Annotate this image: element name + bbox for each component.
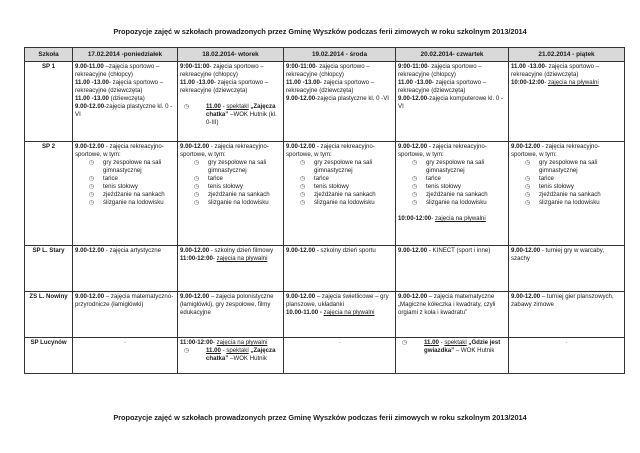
activity: - szkolny dzień filmowy [209, 247, 274, 254]
schedule-table [24, 47, 625, 374]
clock-icon: ◷ [194, 192, 200, 198]
cell-sp2-thu [396, 142, 509, 246]
time: 11:00-12:00 [180, 255, 213, 262]
time: 9.00-12.00 [75, 143, 105, 150]
event-venue: –WOK Hutnik [228, 355, 267, 362]
clock-icon: ◷ [89, 184, 95, 190]
cell-spls-thu [396, 246, 509, 292]
list-item-label: tańce [208, 175, 223, 182]
time: 9.00-12.00 [398, 95, 428, 102]
time: 9.00-12.00 [398, 247, 428, 254]
time: 9:00-11:00 [180, 63, 210, 70]
list-item [525, 175, 622, 183]
extra-activity [398, 215, 506, 223]
activity: - zajęcia rekreacyjno-sportowe, w tym: [75, 143, 164, 158]
clock-icon: ◷ [89, 160, 95, 166]
time: 9.00-12.00 [180, 247, 210, 254]
list-item [89, 183, 175, 191]
list-item-label: tenis stołowy [103, 183, 138, 190]
cell-sp1-wed [284, 62, 396, 142]
time: 9.00-12.00 [511, 143, 541, 150]
activity: - zajęcia sportowo – rekreacyjne (chłopcy) [398, 63, 482, 78]
time: 9.00-12.00 [180, 143, 210, 150]
clock-icon: ◷ [89, 192, 95, 198]
event-kind: spektakl [226, 103, 249, 110]
clock-icon: ◷ [184, 104, 190, 110]
activity: -zajęcia plastyczne kl. 0 -VI [315, 95, 389, 102]
time: 9.00-12.00 [180, 293, 210, 300]
clock-icon: ◷ [525, 192, 531, 198]
separator: - [220, 347, 227, 354]
time: 10:00-12:00 [511, 79, 545, 86]
activity: - szkolny dzień sportu [315, 247, 376, 254]
cell-sp2-tue [178, 142, 284, 246]
clock-icon: ◷ [300, 176, 306, 182]
activity-list [75, 159, 175, 207]
list-item [412, 175, 506, 183]
separator: - [220, 103, 227, 110]
clock-icon: ◷ [412, 192, 418, 198]
clock-icon: ◷ [194, 200, 200, 206]
clock-icon: ◷ [300, 160, 306, 166]
time: 9.00-12.00 [286, 293, 316, 300]
list-item-label: tenis stołowy [539, 183, 574, 190]
event-title: „Zajęcza chatka” [206, 103, 276, 118]
pool-link: zajęcia na pływalni [216, 255, 268, 262]
list-item-label: ślizganie na lodowisku [103, 199, 164, 206]
cell-spl-fri [509, 338, 625, 374]
cell-zsln-wed [284, 292, 396, 338]
time: 9.00-12.00 [511, 293, 541, 300]
time: 9.00-12.00 [286, 143, 316, 150]
list-item [525, 199, 622, 207]
event-title: „Zajęcza chatka” [206, 347, 276, 362]
time: 10.00-11.00 - [286, 309, 322, 316]
activity-list [180, 159, 281, 207]
clock-icon: ◷ [300, 200, 306, 206]
page-title: Propozycje zajęć w szkołach prowadzonych przez Gminę Wyszków podczas ferii zimowych w roku szkolnym 2013/2014 [113, 27, 527, 36]
time: 9:00-11:00 [398, 63, 428, 70]
cell-zsln-fri [509, 292, 625, 338]
list-item [300, 199, 393, 207]
list-item [300, 175, 393, 183]
list-item-label: ślizganie na lodowisku [426, 199, 487, 206]
header-day-thu: 20.02.2014- czwartek [396, 48, 509, 62]
time: 11.00 -13.00 [180, 79, 214, 86]
activity: (dziewczęta) [108, 95, 145, 102]
list-item [300, 183, 393, 191]
cell-spl-thu [396, 338, 509, 374]
list-item-label: tańce [103, 175, 118, 182]
activity: - zajęcia sportowo – rekreacyjne (chłopcy) [180, 63, 264, 78]
list-item-label: gry zespołowe na sali gimnastycznej [314, 159, 373, 174]
list-item [89, 175, 175, 183]
list-item-label: tańce [539, 175, 554, 182]
table-row-sp-lucynow [25, 338, 625, 374]
list-item-label: tenis stołowy [314, 183, 349, 190]
event-item [180, 103, 281, 127]
table-row-zs-l-nowiny [25, 292, 625, 338]
clock-icon: ◷ [300, 184, 306, 190]
cell-spls-fri [509, 246, 625, 292]
time: 9:00-11:00 [286, 63, 316, 70]
school-name: SP L. Stary [25, 246, 73, 292]
pool-link: zajęcia na pływalni [434, 215, 486, 222]
header-day-tue: 18.02.2014- wtorek [178, 48, 284, 62]
list-item-label: ślizganie na lodowisku [314, 199, 375, 206]
list-item-label: zjeżdżanie na sankach [426, 191, 488, 198]
clock-icon: ◷ [89, 176, 95, 182]
activity: - turniej gry w warcaby, szachy [511, 247, 605, 262]
event-venue: –WOK Hutnik (kl. 0-III) [206, 111, 277, 126]
time: 11.00 -13.00 [75, 79, 109, 86]
header-school: Szkoła [25, 48, 73, 62]
list-item [300, 191, 393, 199]
list-item-label: zjeżdżanie na sankach [314, 191, 376, 198]
separator: - [212, 339, 217, 346]
list-item [412, 199, 506, 207]
list-item [194, 191, 281, 199]
list-item-label: gry zespołowe na sali gimnastycznej [426, 159, 485, 174]
list-item [89, 199, 175, 207]
separator: - [212, 255, 217, 262]
pool-link: zajęcia na pływalni [323, 309, 375, 316]
list-item-label: zjeżdżanie na sankach [103, 191, 165, 198]
list-item [412, 183, 506, 191]
empty-marker: - [565, 339, 568, 346]
separator: - [544, 79, 548, 86]
list-item [89, 191, 175, 199]
clock-icon: ◷ [194, 176, 200, 182]
time: 11.00 -13.00 [286, 79, 320, 86]
cell-sp2-wed [284, 142, 396, 246]
cell-sp1-thu [396, 62, 509, 142]
list-item [412, 159, 506, 175]
clock-icon: ◷ [412, 184, 418, 190]
list-item [194, 183, 281, 191]
event-venue: – WOK Hutnik [454, 347, 495, 354]
clock-icon: ◷ [194, 160, 200, 166]
footer-title: Propozycje zajęć w szkołach prowadzonych przez Gminę Wyszków podczas ferii zimowych w roku szkolnym 2013/2014 [113, 413, 527, 422]
list-item-label: tańce [426, 175, 441, 182]
header-day-wed: 19.02.2014 - środa [284, 48, 396, 62]
event-kind: spektakl [226, 347, 249, 354]
table-row-sp1 [25, 62, 625, 142]
time: 9.00-11.00 [75, 63, 104, 70]
event-time: 11.00 [206, 103, 221, 110]
cell-sp2-fri [509, 142, 625, 246]
event-title: „Gdzie jest gwiazdka” [424, 339, 501, 354]
activity: – turniej gier planszowych, zabawy zimowe [511, 293, 614, 308]
activity: – zajęcia polonistyczne (łamigłówki), gry zespołowe, filmy edukacyjne [180, 293, 274, 316]
list-item [525, 191, 622, 199]
activity-list [398, 159, 506, 207]
list-item-label: ślizganie na lodowisku [208, 199, 269, 206]
cell-zsln-mon [73, 292, 178, 338]
time: 11.00 -13.00 [511, 63, 545, 70]
activity-list [511, 159, 622, 207]
cell-sp2-mon [73, 142, 178, 246]
pool-link: zajęcia na pływalni [547, 79, 599, 86]
empty-marker: - [338, 339, 341, 346]
list-item [194, 175, 281, 183]
clock-icon: ◷ [194, 184, 200, 190]
cell-spl-mon [73, 338, 178, 374]
activity: - zajęcia rekreacyjno-sportowe, w tym: [511, 143, 600, 158]
activity: – zajęcia matematyczno-przyrodnicze (łamigłówki) [75, 293, 174, 308]
clock-icon: ◷ [525, 160, 531, 166]
activity: - zajęcia rekreacyjno-sportowe, w tym: [398, 143, 487, 158]
event-time: 11.00 [206, 347, 221, 354]
list-item [412, 191, 506, 199]
clock-icon: ◷ [184, 348, 190, 354]
event-item [398, 339, 506, 355]
list-item [525, 159, 622, 175]
clock-icon: ◷ [89, 200, 95, 206]
cell-sp1-fri [509, 62, 625, 142]
pool-link: zajęcia na pływalni [216, 339, 268, 346]
list-item-label: tenis stołowy [426, 183, 461, 190]
empty-marker: - [123, 339, 127, 346]
clock-icon: ◷ [412, 176, 418, 182]
school-name: ZS L. Nowiny [25, 292, 73, 338]
time: 9.00-12.00 [286, 247, 316, 254]
activity: -zajęcia komputerowe kl. 0 -VI [398, 95, 504, 110]
activity: - zajęcia sportowo – rekreacyjne (dziewczęta) [398, 79, 487, 94]
cell-sp1-mon [73, 62, 178, 142]
time: 9.00-12.00 [511, 247, 541, 254]
clock-icon: ◷ [412, 200, 418, 206]
event-item [180, 347, 281, 363]
separator: - [438, 339, 445, 346]
cell-spls-tue [178, 246, 284, 292]
time: 11.00 -13.00 [398, 79, 432, 86]
clock-icon: ◷ [525, 184, 531, 190]
table-row-sp-l-stary [25, 246, 625, 292]
activity: - zajęcia sportowo – rekreacyjne (chłopcy) [286, 63, 370, 78]
list-item-label: tenis stołowy [208, 183, 243, 190]
activity: - zajęcia rekreacyjno-sportowe, w tym: [286, 143, 375, 158]
cell-zsln-tue [178, 292, 284, 338]
cell-spls-mon [73, 246, 178, 292]
time: 9.00-12.00 [398, 143, 428, 150]
time: 9.00-12.00 [75, 247, 105, 254]
time: 11.00 -13.00 [75, 95, 109, 102]
list-item [300, 159, 393, 175]
time: 10:00-12:00 [398, 215, 432, 222]
cell-sp1-tue [178, 62, 284, 142]
activity-list [286, 159, 393, 207]
activity: - zajęcia rekreacyjno-sportowe, w tym: [180, 143, 269, 158]
cell-spl-tue [178, 338, 284, 374]
list-item [525, 183, 622, 191]
time: 9.00-12.00 [75, 293, 105, 300]
school-name: SP 2 [25, 142, 73, 246]
list-item-label: gry zespołowe na sali gimnastycznej [539, 159, 598, 174]
school-name: SP Lucynów [25, 338, 73, 374]
clock-icon: ◷ [402, 340, 408, 346]
separator: - [431, 215, 435, 222]
cell-spls-wed [284, 246, 396, 292]
clock-icon: ◷ [412, 160, 418, 166]
list-item [194, 159, 281, 175]
activity: -zajęcia plastyczne kl. 0 -VI [75, 103, 173, 118]
activity: - zajęcia sportowo – rekreacyjne (dziewczęta) [180, 79, 269, 94]
activity: – zajęcia matematyczne „Magiczne kółeczka i kwadraty, czyli orgiami z koła i kwadratu” [398, 293, 496, 316]
list-item-label: gry zespołowe na sali gimnastycznej [103, 159, 162, 174]
clock-icon: ◷ [525, 200, 531, 206]
school-name: SP 1 [25, 62, 73, 142]
activity: - KINECT (sport i inne) [427, 247, 491, 254]
list-item [89, 159, 175, 175]
header-day-mon: 17.02.2014 -poniedziałek [73, 48, 178, 62]
list-item [194, 199, 281, 207]
time: 9.00-12.00 [286, 95, 316, 102]
list-item-label: zjeżdżanie na sankach [208, 191, 270, 198]
list-item-label: tańce [314, 175, 329, 182]
clock-icon: ◷ [525, 176, 531, 182]
list-item-label: gry zespołowe na sali gimnastycznej [208, 159, 267, 174]
list-item-label: zjeżdżanie na sankach [539, 191, 601, 198]
header-day-fri: 21.02.2014 - piątek [509, 48, 625, 62]
time: 11:00-12:00 [180, 339, 213, 346]
activity: - zajęcia sportowo – rekreacyjne (dziewczęta) [286, 79, 375, 94]
time: 9.00-12.00 [75, 103, 105, 110]
clock-icon: ◷ [300, 192, 306, 198]
cell-zsln-thu [396, 292, 509, 338]
event-kind: spektakl [444, 339, 467, 346]
activity: - zajęcia sportowo – rekreacyjne (dziewczęta) [511, 63, 600, 78]
cell-spl-wed [284, 338, 396, 374]
activity: - zajęcia sportowo – rekreacyjne (dziewczęta) [75, 79, 164, 94]
activity: – zajęcia świetlicowe – gry planszowe, układanki [286, 293, 389, 308]
header-row [25, 48, 625, 62]
activity: –zajęcia sportowo – rekreacyjne (chłopcy) [75, 63, 160, 78]
table-row-sp2 [25, 142, 625, 246]
event-time: 11.00 [424, 339, 439, 346]
time: 9.00-12.00 [398, 293, 428, 300]
activity: - zajęcia artystyczne [104, 247, 162, 254]
list-item-label: ślizganie na lodowisku [539, 199, 600, 206]
